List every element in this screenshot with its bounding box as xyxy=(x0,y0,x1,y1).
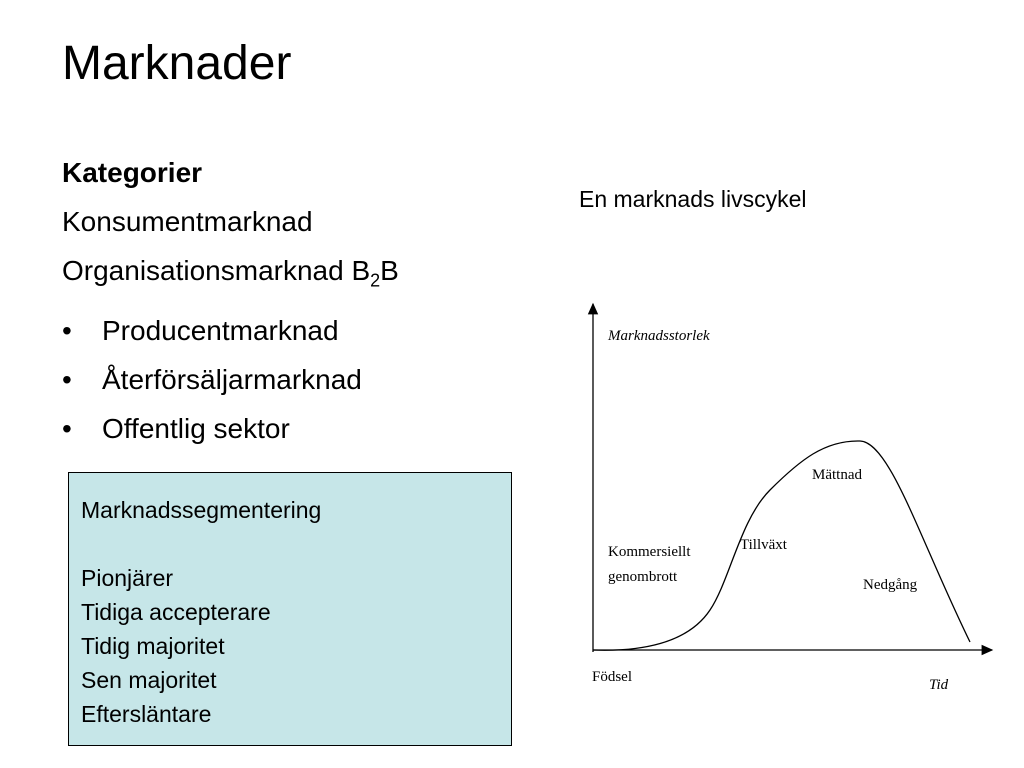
segment-item: Sen majoritet xyxy=(81,667,217,693)
bullet-label: Offentlig sektor xyxy=(102,412,290,444)
segment-item: Pionjärer xyxy=(81,565,174,591)
segmentation-box xyxy=(68,472,512,746)
bullet-item-public xyxy=(62,404,399,453)
organisation-market-suffix: B xyxy=(380,255,399,286)
bullet-dot: • xyxy=(62,314,72,346)
spacer xyxy=(81,527,499,561)
phase-label-breakthrough-line2: genombrott xyxy=(608,569,678,585)
phase-label-maturity: Mättnad xyxy=(812,467,862,483)
phase-label-birth: Födsel xyxy=(592,669,633,685)
bullet-dot: • xyxy=(62,412,72,444)
segmentation-heading: Marknadssegmentering xyxy=(81,497,322,523)
slide-title: Marknader xyxy=(62,37,292,90)
categories-heading: Kategorier xyxy=(62,157,203,188)
segment-item: Tidiga accepterare xyxy=(81,599,271,625)
bullet-label: Producentmarknad xyxy=(102,314,339,346)
phase-label-breakthrough-line1: Kommersiellt xyxy=(608,544,691,560)
y-axis-label: Marknadsstorlek xyxy=(608,328,710,344)
categories-list xyxy=(62,148,399,453)
bullet-label: Återförsäljarmarknad xyxy=(102,363,362,395)
consumer-market: Konsumentmarknad xyxy=(62,206,313,237)
segment-item: Eftersläntare xyxy=(81,701,212,727)
phase-label-growth: Tillväxt xyxy=(740,537,787,553)
lifecycle-title: En marknads livscykel xyxy=(579,186,807,212)
segment-item: Tidig majoritet xyxy=(81,633,225,659)
lifecycle-diagram xyxy=(560,290,1000,710)
bullet-item-producer xyxy=(62,306,399,355)
x-axis-label: Tid xyxy=(929,677,949,693)
organisation-market xyxy=(62,246,399,306)
organisation-market-label: Organisationsmarknad B xyxy=(62,255,371,286)
bullet-dot: • xyxy=(62,363,72,395)
organisation-market-subscript: 2 xyxy=(370,270,381,291)
bullet-item-reseller xyxy=(62,355,399,404)
phase-label-decline: Nedgång xyxy=(863,577,918,593)
